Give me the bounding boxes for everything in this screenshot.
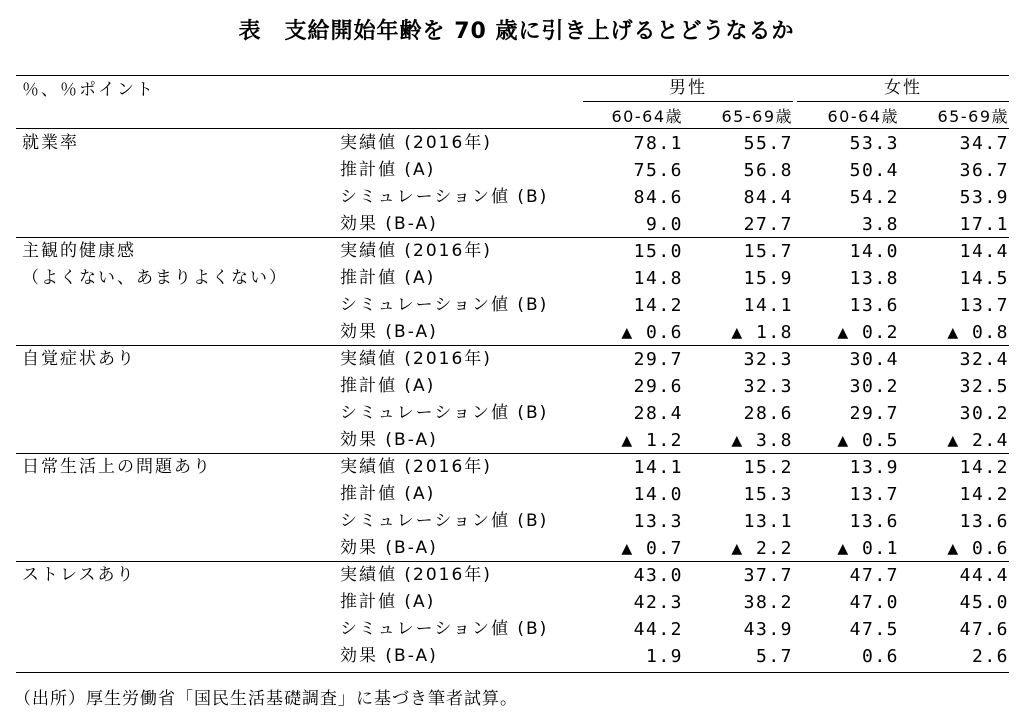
value-cell: 29.6 bbox=[633, 376, 683, 397]
value-cell: 3.8 bbox=[861, 214, 899, 235]
value-cell: 47.5 bbox=[849, 619, 899, 640]
value-cell: 37.7 bbox=[743, 565, 793, 586]
row-label: 推計値 (A) bbox=[340, 160, 436, 180]
value-cell: 56.8 bbox=[743, 160, 793, 181]
value-cell: 2.6 bbox=[971, 646, 1009, 667]
row-label: シミュレーション値 (B) bbox=[340, 511, 549, 531]
value-cell: 13.1 bbox=[743, 511, 793, 532]
value-cell: ▲ 1.8 bbox=[731, 322, 793, 343]
value-cell: 14.2 bbox=[959, 484, 1009, 505]
row-label: 推計値 (A) bbox=[340, 484, 436, 504]
age-column-header: 60-64歳 bbox=[611, 107, 683, 126]
value-cell: 34.7 bbox=[959, 133, 1009, 154]
value-cell: 1.9 bbox=[645, 646, 683, 667]
value-cell: 38.2 bbox=[743, 592, 793, 613]
row-label: 実績値 (2016年) bbox=[340, 565, 492, 585]
value-cell: ▲ 0.8 bbox=[947, 322, 1009, 343]
value-cell: 15.2 bbox=[743, 457, 793, 478]
value-cell: 14.4 bbox=[959, 241, 1009, 262]
age-column-header: 65-69歳 bbox=[721, 107, 793, 126]
value-cell: 84.4 bbox=[743, 187, 793, 208]
row-label: シミュレーション値 (B) bbox=[340, 295, 549, 315]
value-cell: 32.3 bbox=[743, 349, 793, 370]
value-cell: ▲ 3.8 bbox=[731, 430, 793, 451]
value-cell: 45.0 bbox=[959, 592, 1009, 613]
row-label: 実績値 (2016年) bbox=[340, 241, 492, 261]
value-cell: 5.7 bbox=[755, 646, 793, 667]
value-cell: ▲ 2.4 bbox=[947, 430, 1009, 451]
value-cell: 30.4 bbox=[849, 349, 899, 370]
value-cell: 53.3 bbox=[849, 133, 899, 154]
group-header-male: 男性 bbox=[669, 78, 707, 98]
value-cell: 14.2 bbox=[633, 295, 683, 316]
value-cell: ▲ 0.7 bbox=[621, 538, 683, 559]
table-bottom-rule bbox=[16, 672, 1009, 673]
value-cell: 44.2 bbox=[633, 619, 683, 640]
section-name: 自覚症状あり bbox=[22, 349, 136, 369]
row-label: 実績値 (2016年) bbox=[340, 133, 492, 153]
value-cell: 44.4 bbox=[959, 565, 1009, 586]
value-cell: 13.7 bbox=[959, 295, 1009, 316]
section-subname: （よくない、あまりよくない） bbox=[22, 268, 288, 288]
value-cell: 13.7 bbox=[849, 484, 899, 505]
value-cell: ▲ 0.2 bbox=[837, 322, 899, 343]
value-cell: 54.2 bbox=[849, 187, 899, 208]
row-label: 推計値 (A) bbox=[340, 592, 436, 612]
value-cell: 28.6 bbox=[743, 403, 793, 424]
value-cell: 17.1 bbox=[959, 214, 1009, 235]
value-cell: 42.3 bbox=[633, 592, 683, 613]
table-title: 表 支給開始年齢を 70 歳に引き上げるとどうなるか bbox=[238, 19, 795, 44]
group-header-female: 女性 bbox=[884, 78, 922, 98]
value-cell: 43.0 bbox=[633, 565, 683, 586]
value-cell: 84.6 bbox=[633, 187, 683, 208]
value-cell: 29.7 bbox=[849, 403, 899, 424]
value-cell: 53.9 bbox=[959, 187, 1009, 208]
row-label: 効果 (B-A) bbox=[340, 646, 438, 666]
section-name: ストレスあり bbox=[22, 565, 136, 585]
section-name: 主観的健康感 bbox=[22, 241, 136, 261]
value-cell: 75.6 bbox=[633, 160, 683, 181]
value-cell: 14.1 bbox=[743, 295, 793, 316]
value-cell: 47.0 bbox=[849, 592, 899, 613]
section-name: 日常生活上の問題あり bbox=[22, 457, 212, 477]
value-cell: 13.6 bbox=[959, 511, 1009, 532]
value-cell: 9.0 bbox=[645, 214, 683, 235]
value-cell: 28.4 bbox=[633, 403, 683, 424]
value-cell: ▲ 0.6 bbox=[947, 538, 1009, 559]
value-cell: 36.7 bbox=[959, 160, 1009, 181]
value-cell: 14.2 bbox=[959, 457, 1009, 478]
value-cell: 32.5 bbox=[959, 376, 1009, 397]
value-cell: 14.1 bbox=[633, 457, 683, 478]
value-cell: 0.6 bbox=[861, 646, 899, 667]
value-cell: 14.8 bbox=[633, 268, 683, 289]
row-label: 推計値 (A) bbox=[340, 268, 436, 288]
value-cell: 47.6 bbox=[959, 619, 1009, 640]
value-cell: ▲ 0.6 bbox=[621, 322, 683, 343]
age-column-header: 60-64歳 bbox=[827, 107, 899, 126]
value-cell: 13.3 bbox=[633, 511, 683, 532]
value-cell: 15.0 bbox=[633, 241, 683, 262]
value-cell: 47.7 bbox=[849, 565, 899, 586]
value-cell: 30.2 bbox=[849, 376, 899, 397]
row-label: 効果 (B-A) bbox=[340, 322, 438, 342]
value-cell: 27.7 bbox=[743, 214, 793, 235]
value-cell: 13.6 bbox=[849, 295, 899, 316]
unit-label: ％、％ポイント bbox=[22, 80, 155, 100]
value-cell: 43.9 bbox=[743, 619, 793, 640]
value-cell: 14.0 bbox=[849, 241, 899, 262]
value-cell: 29.7 bbox=[633, 349, 683, 370]
value-cell: 50.4 bbox=[849, 160, 899, 181]
value-cell: ▲ 0.1 bbox=[837, 538, 899, 559]
section-name: 就業率 bbox=[22, 133, 79, 153]
value-cell: 14.5 bbox=[959, 268, 1009, 289]
value-cell: 15.9 bbox=[743, 268, 793, 289]
row-label: シミュレーション値 (B) bbox=[340, 403, 549, 423]
value-cell: 32.3 bbox=[743, 376, 793, 397]
value-cell: 78.1 bbox=[633, 133, 683, 154]
source-note: （出所）厚生労働省「国民生活基礎調査」に基づき筆者試算。 bbox=[14, 689, 518, 709]
value-cell: 13.6 bbox=[849, 511, 899, 532]
age-column-header: 65-69歳 bbox=[937, 107, 1009, 126]
value-cell: 30.2 bbox=[959, 403, 1009, 424]
value-cell: 15.7 bbox=[743, 241, 793, 262]
value-cell: 15.3 bbox=[743, 484, 793, 505]
value-cell: 13.9 bbox=[849, 457, 899, 478]
row-label: シミュレーション値 (B) bbox=[340, 619, 549, 639]
row-label: 効果 (B-A) bbox=[340, 430, 438, 450]
value-cell: 55.7 bbox=[743, 133, 793, 154]
value-cell: 14.0 bbox=[633, 484, 683, 505]
row-label: 効果 (B-A) bbox=[340, 538, 438, 558]
value-cell: 32.4 bbox=[959, 349, 1009, 370]
row-label: 実績値 (2016年) bbox=[340, 349, 492, 369]
value-cell: ▲ 0.5 bbox=[837, 430, 899, 451]
value-cell: ▲ 1.2 bbox=[621, 430, 683, 451]
value-cell: ▲ 2.2 bbox=[731, 538, 793, 559]
row-label: 効果 (B-A) bbox=[340, 214, 438, 234]
row-label: シミュレーション値 (B) bbox=[340, 187, 549, 207]
row-label: 推計値 (A) bbox=[340, 376, 436, 396]
row-label: 実績値 (2016年) bbox=[340, 457, 492, 477]
value-cell: 13.8 bbox=[849, 268, 899, 289]
